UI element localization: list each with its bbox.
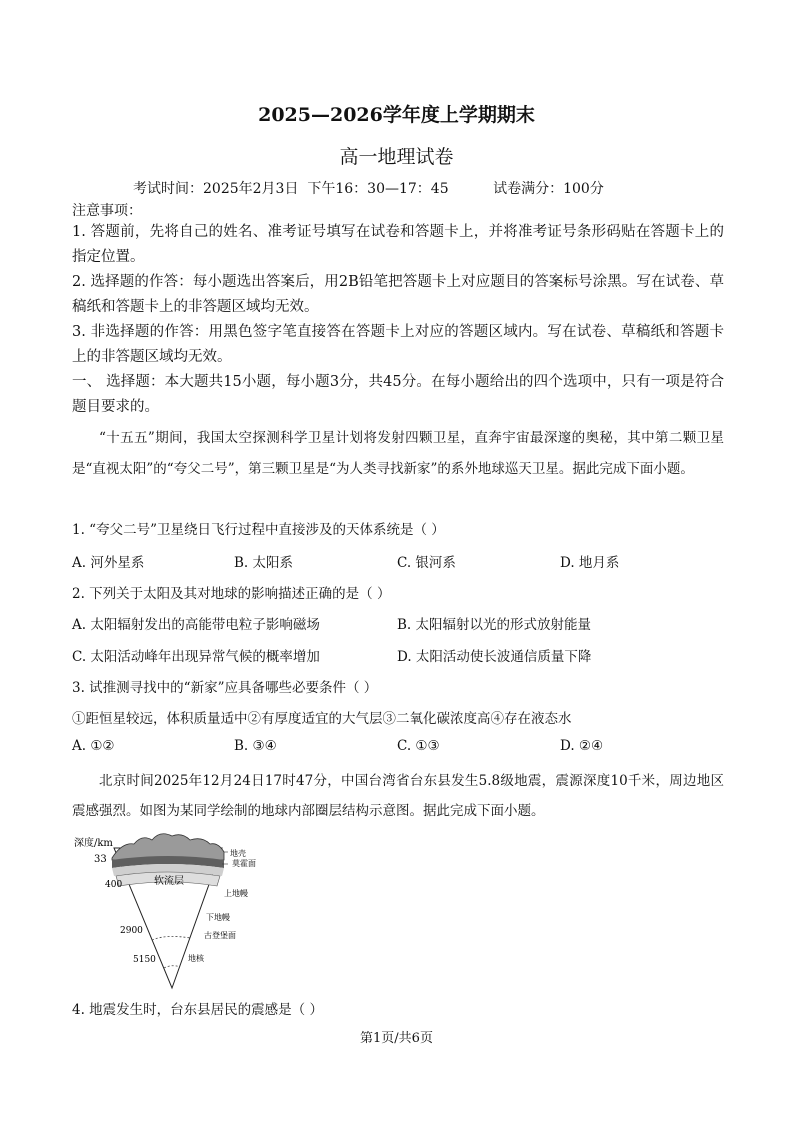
question-4-stem: 4. 地震发生时，台东县居民的震感是（ ） xyxy=(72,1002,323,1018)
question-2-stem: 2. 下列关于太阳及其对地球的影响描述正确的是（ ） xyxy=(72,586,391,602)
depth-400: 400 xyxy=(105,880,123,890)
notice-item-3: 3. 非选择题的作答：用黑色签字笔直接答在答题卡上对应的答题区域内。写在试卷、草稿纸和答题卡上的非答题区域均无效。 xyxy=(72,324,724,365)
question-1-stem: 1. “夸父二号”卫星绕日飞行过程中直接涉及的天体系统是（ ） xyxy=(72,522,445,538)
question-2-option-a: A. 太阳辐射发出的高能带电粒子影响磁场 xyxy=(72,617,320,633)
question-1-option-a: A. 河外星系 xyxy=(72,555,145,571)
question-3-stem: 3. 试推测寻找中的“新家”应具备哪些必要条件（ ） xyxy=(72,680,378,696)
depth-33: 33 xyxy=(94,854,107,865)
question-3-option-a: A. ①② xyxy=(72,738,115,754)
earth-layers-diagram xyxy=(72,830,262,992)
passage-2: 北京时间2025年12月24日17时47分，中国台湾省台东县发生5.8级地震，震源深度10千米，周边地区震感强烈。如图为某同学绘制的地球内部圈层结构示意图。据此完成下面小题。 xyxy=(72,773,724,819)
section-instructions: 一、 选择题：本大题共15小题，每小题3分，共45分。在每小题给出的四个选项中，只有一项是符合题目要求的。 xyxy=(72,374,724,415)
label-upper-mantle: 上地幔 xyxy=(224,889,248,898)
question-1-option-b: B. 太阳系 xyxy=(234,555,294,571)
asthenosphere-label: 软流层 xyxy=(154,876,184,887)
notice-item-1: 1. 答题前，先将自己的姓名、准考证号填写在试卷和答题卡上，并将准考证号条形码贴在答题卡上的指定位置。 xyxy=(72,224,724,265)
question-3-conditions: ①距恒星较远，体积质量适中②有厚度适宜的大气层③二氧化碳浓度高④存在液态水 xyxy=(72,711,572,727)
question-3-option-b: B. ③④ xyxy=(234,738,277,754)
label-gutenberg: 古登堡面 xyxy=(204,931,236,940)
label-crust: 地壳 xyxy=(230,849,246,858)
depth-2900: 2900 xyxy=(120,926,143,936)
question-2-option-b: B. 太阳辐射以光的形式放射能量 xyxy=(397,617,592,633)
question-2-option-c: C. 太阳活动峰年出现异常气候的概率增加 xyxy=(72,649,320,665)
question-1-option-d: D. 地月系 xyxy=(560,555,620,571)
exam-subtitle: 高一地理试卷 xyxy=(339,146,454,168)
notice-heading: 注意事项： xyxy=(72,203,142,219)
question-1-option-c: C. 银河系 xyxy=(397,555,456,571)
label-moho: 莫霍面 xyxy=(232,859,256,868)
label-lower-mantle: 下地幔 xyxy=(206,913,230,922)
exam-meta: 考试时间：2025年2月3日 下午16：30—17：45 试卷满分：100分 xyxy=(133,181,604,197)
question-3-option-d: D. ②④ xyxy=(560,738,604,754)
question-3-option-c: C. ①③ xyxy=(397,738,440,754)
page-footer: 第1页/共6页 xyxy=(360,1031,433,1046)
exam-title: 2025—2026学年度上学期期末 xyxy=(258,104,535,126)
depth-5150: 5150 xyxy=(133,955,156,965)
label-core: 地核 xyxy=(188,954,204,963)
depth-axis-label: 深度/km xyxy=(74,838,113,849)
question-2-option-d: D. 太阳活动使长波通信质量下降 xyxy=(397,649,592,665)
passage-1: “十五五”期间，我国太空探测科学卫星计划将发射四颗卫星，直奔宇宙最深邃的奥秘，其中第二颗卫星是“直视太阳”的“夸父二号”，第三颗卫星是“为人类寻找新家”的系外地球巡天卫星。据此完成下面小题。 xyxy=(72,430,724,477)
notice-item-2: 2. 选择题的作答：每小题选出答案后，用2B铅笔把答题卡上对应题目的答案标号涂黑。写在试卷、草稿纸和答题卡上的非答题区域均无效。 xyxy=(72,274,724,315)
